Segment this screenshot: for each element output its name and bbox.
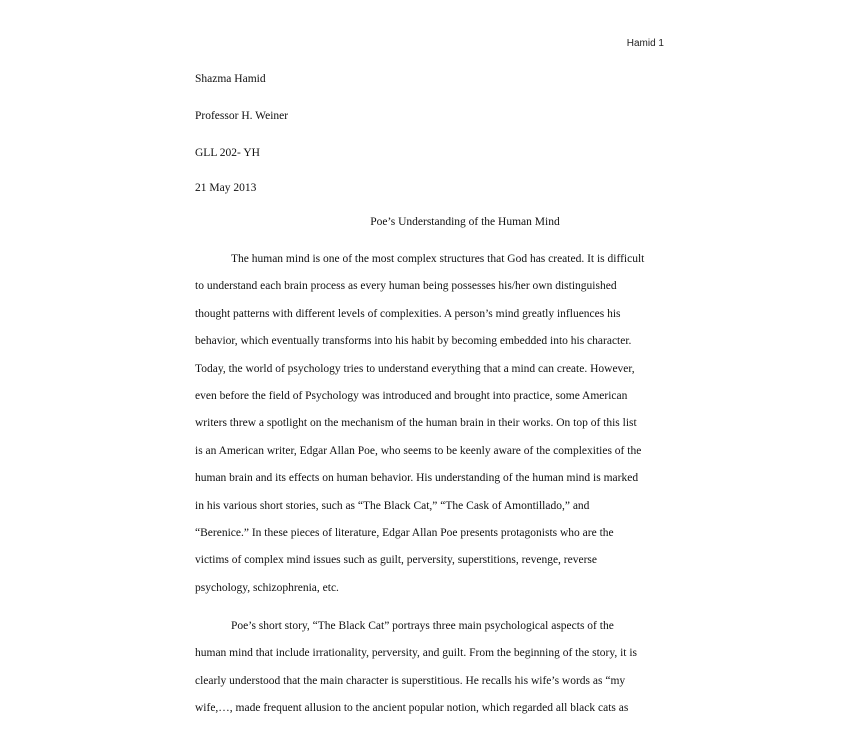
author-name: Shazma Hamid bbox=[195, 73, 266, 85]
paragraph-line: Poe’s short story, “The Black Cat” portrays three main psychological aspects of the bbox=[231, 620, 614, 632]
paragraph-line: thought patterns with different levels of complexities. A person’s mind greatly influences his bbox=[195, 307, 621, 320]
paragraph-line: human brain and its effects on human behavior. His understanding of the human mind is marked bbox=[195, 472, 639, 485]
running-head: Hamid 1 bbox=[626, 38, 664, 49]
essay-title: Poe’s Understanding of the Human Mind bbox=[370, 216, 560, 228]
paragraph-line: “Berenice.” In these pieces of literature, Edgar Allan Poe presents protagonists who are the bbox=[195, 526, 614, 539]
paragraph-line: even before the field of Psychology was introduced and brought into practice, some American bbox=[195, 389, 628, 402]
paragraph-line: writers threw a spotlight on the mechanism of the human brain in their works. On top of this list bbox=[195, 417, 637, 430]
essay-title-row bbox=[0, 216, 860, 228]
paragraph-line: behavior, which eventually transforms into his habit by becoming embedded into his character. bbox=[195, 335, 632, 348]
paragraph-line: to understand each brain process as every human being possesses his/her own distinguished bbox=[195, 280, 617, 293]
course-code: GLL 202- YH bbox=[195, 147, 260, 159]
paragraph-line: Today, the world of psychology tries to understand everything that a mind can create. However, bbox=[195, 362, 635, 375]
paragraph-line: The human mind is one of the most complex structures that God has created. It is difficult bbox=[231, 253, 645, 265]
paragraph-line: wife,…, made frequent allusion to the ancient popular notion, which regarded all black cats as bbox=[195, 702, 629, 715]
paragraph-line: is an American writer, Edgar Allan Poe, who seems to be keenly aware of the complexities of the bbox=[195, 444, 642, 457]
paragraph-line: psychology, schizophrenia, etc. bbox=[195, 581, 339, 594]
paragraph-line: human mind that include irrationality, perversity, and guilt. From the beginning of the story, it is bbox=[195, 647, 638, 660]
paragraph-line: in his various short stories, such as “The Black Cat,” “The Cask of Amontillado,” and bbox=[195, 499, 590, 512]
paragraph-1 bbox=[195, 252, 665, 608]
essay-date: 21 May 2013 bbox=[195, 182, 257, 194]
paragraph-line: victims of complex mind issues such as guilt, perversity, superstitions, revenge, reverse bbox=[195, 554, 597, 567]
professor-name: Professor H. Weiner bbox=[195, 110, 289, 122]
paragraph-2 bbox=[195, 619, 665, 729]
paragraph-line: clearly understood that the main character is superstitious. He recalls his wife’s words as “my bbox=[195, 674, 626, 687]
